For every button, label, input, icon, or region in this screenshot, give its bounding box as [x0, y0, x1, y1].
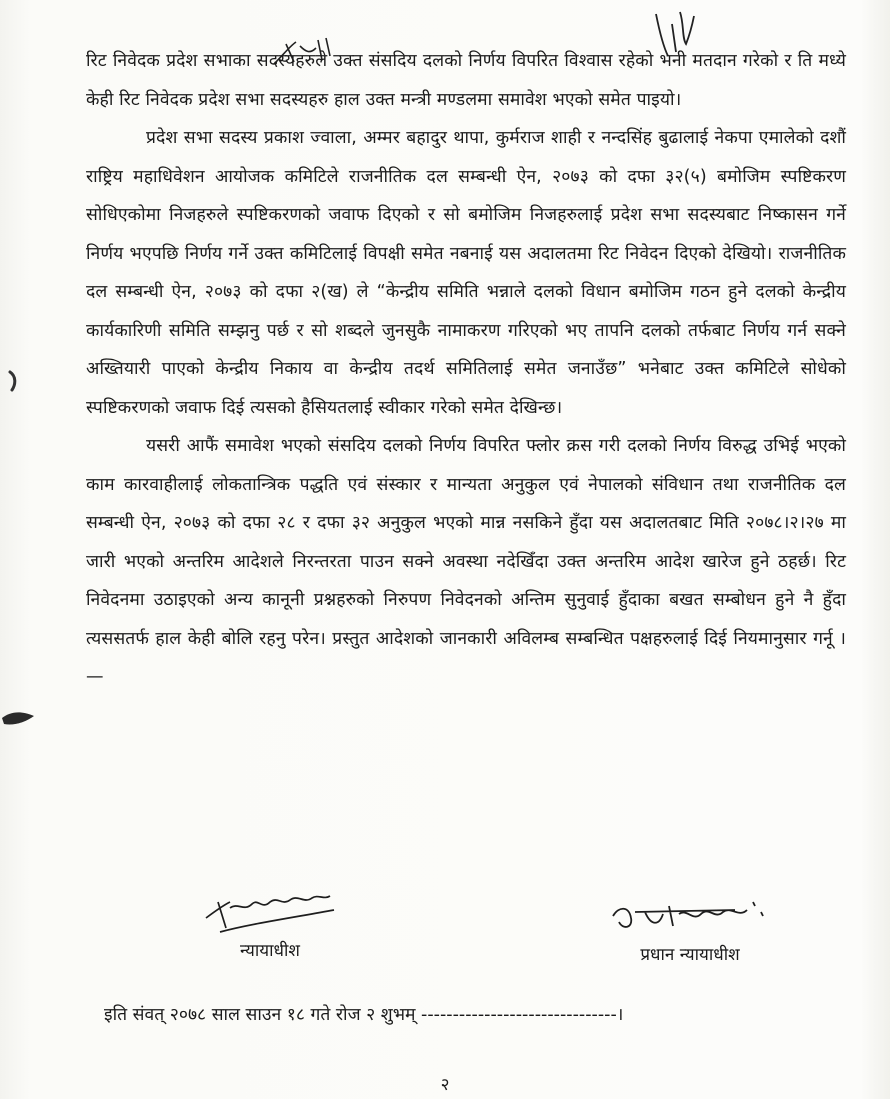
paragraph-1: रिट निवेदक प्रदेश सभाका सदस्यहरुले उक्त संसदिय दलको निर्णय विपरित विश्वास रहेको भनी मतदान गरेको र ति मध्ये केही रिट निवेदक प्रदेश सभा सदस्यहरु हाल उक्त मन्त्री मण्डलमा समावेश भएको समेत पाइयो।	[86, 51, 846, 110]
order-body-text	[86, 42, 846, 697]
chief-justice-title: प्रधान न्यायाधीश	[640, 945, 740, 965]
chief-justice-signature-block	[600, 892, 780, 965]
judge-signature-block	[190, 888, 350, 961]
binding-hole-mark-lower	[0, 700, 40, 740]
page-number: २	[440, 1075, 450, 1095]
binding-hole-mark-upper	[0, 366, 40, 396]
chief-justice-signature	[605, 892, 775, 940]
judge-signature	[200, 888, 340, 936]
date-closing-line: इति संवत् २०७८ साल साउन १८ गते रोज २ शुभम् -------------------------------।	[104, 1005, 624, 1025]
paragraph-2: प्रदेश सभा सदस्य प्रकाश ज्वाला, अम्मर बहादुर थापा, कुर्मराज शाही र नन्दसिंह बुढालाई नेकपा एमालेको दशौं राष्ट्रिय महाधिवेशन आयोजक कमिटिले राजनीतिक दल सम्बन्धी ऐन, २०७३ को दफा ३२(५) बमोजिम स्पष्टिकरण सोधिएकोमा निजहरुले स्पष्टिकरणको जवाफ दिएको र सो बमोजिम निजहरुलाई प्रदेश सभा सदस्यबाट निष्कासन गर्ने निर्णय भएपछि निर्णय गर्ने उक्त कमिटिलाई विपक्षी समेत नबनाई यस अदालतमा रिट निवेदन दिएको देखियो। राजनीतिक दल सम्बन्धी ऐन, २०७३ को दफा २(ख) ले “केन्द्रीय समिति भन्नाले दलको विधान बमोजिम गठन हुने दलको केन्द्रीय कार्यकारिणी समिति सम्झनु पर्छ र सो शब्दले जुनसुकै नामाकरण गरिएको भए तापनि दलको तर्फबाट निर्णय गर्न सक्ने अख्तियारी पाएको केन्द्रीय निकाय वा केन्द्रीय तदर्थ समितिलाई समेत जनाउँछ” भनेबाट उक्त कमिटिले सोधेको स्पष्टिकरणको जवाफ दिई त्यसको हैसियतलाई स्वीकार गरेको समेत देखिन्छ।	[86, 128, 846, 418]
judge-title: न्यायाधीश	[240, 941, 300, 961]
paragraph-3: यसरी आफैं समावेश भएको संसदिय दलको निर्णय विपरित फ्लोर क्रस गरी दलको निर्णय विरुद्ध उभिई भएको काम कारवाहीलाई लोकतान्त्रिक पद्धति एवं संस्कार र मान्यता अनुकुल एवं नेपालको संविधान तथा राजनीतिक दल सम्बन्धी ऐन, २०७३ को दफा २८ र दफा ३२ अनुकुल भएको मान्न नसकिने हुँदा यस अदालतबाट मिति २०७८।२।२७ मा जारी भएको अन्तरिम आदेशले निरन्तरता पाउन सक्ने अवस्था नदेखिँदा उक्त अन्तरिम आदेश खारेज हुने ठहर्छ। रिट निवेदनमा उठाइएको अन्य कानूनी प्रश्नहरुको निरुपण निवेदनको अन्तिम सुनुवाई हुँदाका बखत सम्बोधन हुने नै हुँदा त्यससतर्फ हाल केही बोलि रहनु परेन। प्रस्तुत आदेशको जानकारी अविलम्ब सम्बन्धित पक्षहरुलाई दिई नियमानुसार गर्नू ।—	[86, 436, 846, 687]
